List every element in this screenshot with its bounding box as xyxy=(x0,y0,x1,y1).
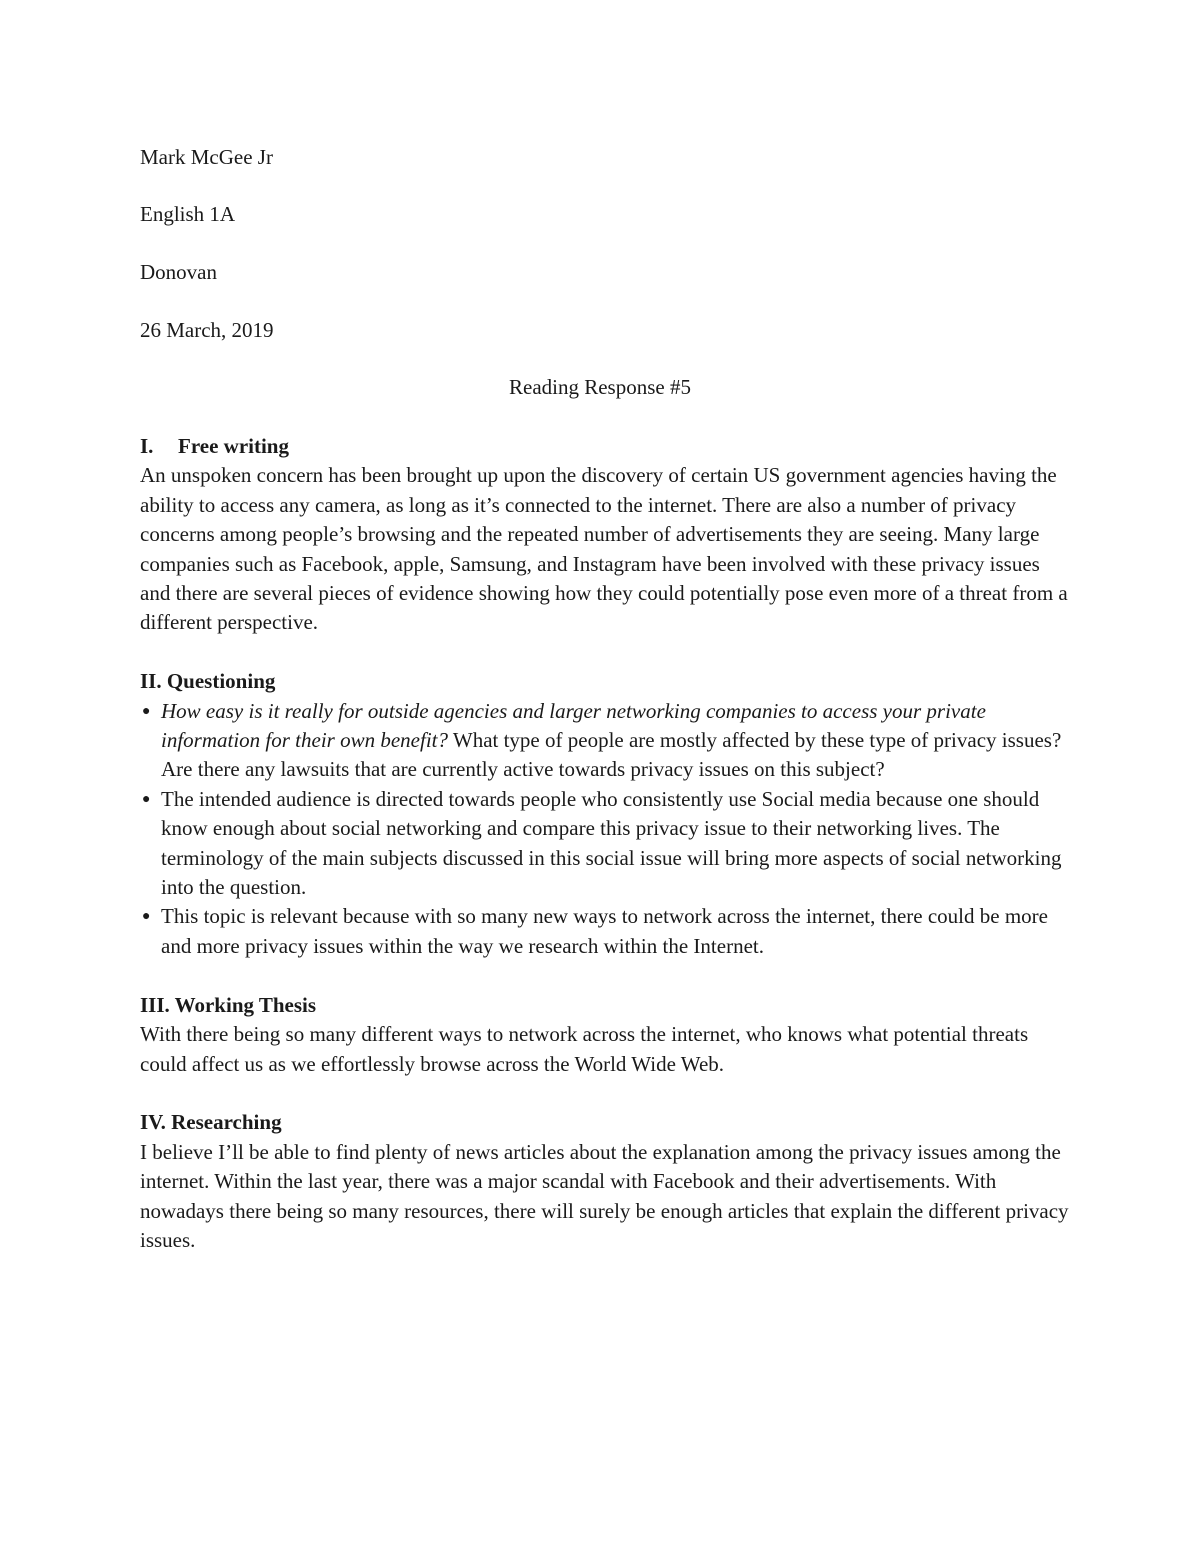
bullet-icon: ● xyxy=(142,791,151,807)
list-item-text: What type of people are mostly affected by these type of privacy issues? Are there any lawsuits that are currently active towards privacy issues on this subject? xyxy=(161,728,1062,782)
section-heading: III. Working Thesis xyxy=(140,992,317,1017)
document-title: Reading Response #5 xyxy=(509,375,691,399)
bullet-icon: ● xyxy=(142,703,151,719)
instructor-name: Donovan xyxy=(140,260,217,284)
section-free-writing xyxy=(140,432,1070,638)
section-heading: IV. Researching xyxy=(140,1110,282,1135)
list-item-italic-text: How easy is it really for outside agencies and larger networking companies to access your private information for their own benefit? xyxy=(161,698,986,753)
document-body xyxy=(140,432,1070,1285)
course-name: English 1A xyxy=(140,202,236,226)
document-date: 26 March, 2019 xyxy=(140,318,274,342)
section-questioning xyxy=(140,667,1070,961)
list-item-text: This topic is relevant because with so many new ways to network across the internet, there could be more and more privacy issues within the way we research within the Internet. xyxy=(161,904,1048,958)
list-item-text: The intended audience is directed towards people who consistently use Social media because one should know enough about social networking and compare this privacy issue to their networking lives. The terminology of the main subjects discussed in this social issue will bring more aspects of social networking into the question. xyxy=(161,786,1062,900)
section-heading-text: Free writing xyxy=(178,434,289,458)
section-heading: II. Questioning xyxy=(140,669,276,694)
section-heading xyxy=(140,432,1070,461)
section-paragraph: An unspoken concern has been brought up upon the discovery of certain US government agencies having the ability to access any camera, as long as it’s connected to the internet. There are also a number of privacy concerns among people’s browsing and the repeated number of advertisements they are seeing. Many large companies such as Facebook, apple, Samsung, and Instagram have been involved with these privacy issues and there are several pieces of evidence showing how they could potentially pose even more of a threat from a different perspective. xyxy=(140,463,1068,635)
section-number: I. xyxy=(140,434,154,458)
section-paragraph: I believe I’ll be able to find plenty of news articles about the explanation among the privacy issues among the internet. Within the last year, there was a major scandal with Facebook and their advertisements. With nowadays there being so many resources, there will surely be enough articles that explain the different privacy issues. xyxy=(140,1139,1069,1252)
author-name: Mark McGee Jr xyxy=(140,145,273,169)
question-list xyxy=(140,697,1070,962)
list-item xyxy=(140,697,1070,785)
section-researching xyxy=(140,1108,1070,1255)
list-item xyxy=(140,785,1070,903)
section-paragraph: With there being so many different ways to network across the internet, who knows what potential threats could affect us as we effortlessly browse across the World Wide Web. xyxy=(140,1022,1029,1076)
section-working-thesis xyxy=(140,991,1070,1079)
bullet-icon: ● xyxy=(142,909,151,925)
list-item xyxy=(140,902,1070,961)
